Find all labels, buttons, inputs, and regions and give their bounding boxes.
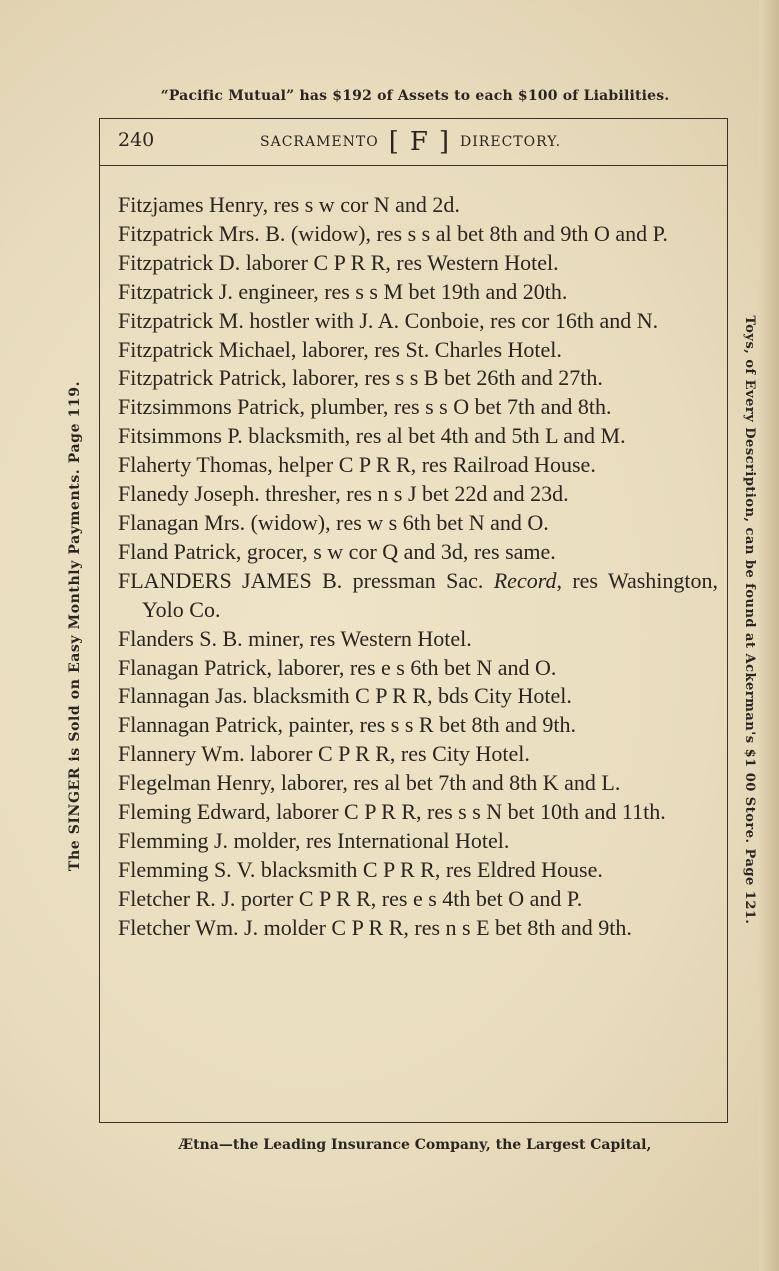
directory-entry: Fitzpatrick J. engineer, res s s M bet 19th and 20th. bbox=[118, 278, 568, 304]
directory-entry: Flemming J. molder, res International Hotel. bbox=[118, 827, 510, 853]
directory-entry: FLANDERS JAMES B. pressman Sac. Record, res Washington, Yolo Co. bbox=[118, 567, 718, 622]
directory-entry: Fitzpatrick Mrs. B. (widow), res s s al bet 8th and 9th O and P. bbox=[118, 220, 668, 246]
directory-entry: Flanders S. B. miner, res Western Hotel. bbox=[118, 625, 472, 651]
directory-entry: Fitzpatrick Patrick, laborer, res s s B bet 26th and 27th. bbox=[118, 365, 603, 391]
directory-entry: Flemming S. V. blacksmith C P R R, res Eldred House. bbox=[118, 856, 603, 882]
directory-entry: Flaherty Thomas, helper C P R R, res Railroad House. bbox=[118, 452, 596, 478]
directory-entry: Flannery Wm. laborer C P R R, res City Hotel. bbox=[118, 741, 530, 767]
directory-entry: Fitzjames Henry, res s w cor N and 2d. bbox=[118, 192, 460, 217]
directory-entry: Flanagan Patrick, laborer, res e s 6th bet N and O. bbox=[118, 654, 557, 680]
directory-entry: Flanedy Joseph. thresher, res n s J bet 22d and 23d. bbox=[118, 481, 569, 507]
directory-entry: Fletcher Wm. J. molder C P R R, res n s E bet 8th and 9th. bbox=[118, 914, 632, 940]
section-letter: F bbox=[409, 127, 429, 157]
directory-entry: Fland Patrick, grocer, s w cor Q and 3d, res same. bbox=[118, 538, 556, 564]
directory-entry: Flannagan Patrick, painter, res s s R bet 8th and 9th. bbox=[118, 712, 576, 738]
running-head-city: SACRAMENTO bbox=[260, 134, 379, 150]
directory-entry: Flannagan Jas. blacksmith C P R R, bds City Hotel. bbox=[118, 683, 572, 709]
directory-entry: Fitsimmons P. blacksmith, res al bet 4th and 5th L and M. bbox=[118, 423, 626, 449]
bracket-open: [ bbox=[388, 127, 400, 157]
right-side-advertisement bbox=[734, 272, 764, 968]
bottom-advertisement: Ætna—the Leading Insurance Company, the Largest Capital, bbox=[178, 1137, 652, 1153]
directory-entry: Fitzpatrick Michael, laborer, res St. Charles Hotel. bbox=[118, 336, 562, 362]
directory-entry: Fitzpatrick M. hostler with J. A. Conboie, res cor 16th and N. bbox=[118, 307, 659, 333]
running-head-directory: DIRECTORY. bbox=[460, 134, 562, 150]
directory-entry: Fleming Edward, laborer C P R R, res s s N bet 10th and 11th. bbox=[118, 799, 666, 825]
directory-entry: Flanagan Mrs. (widow), res w s 6th bet N and O. bbox=[118, 509, 549, 535]
directory-entry: Flegelman Henry, laborer, res al bet 7th and 8th K and L. bbox=[118, 770, 621, 796]
top-advertisement: “Pacific Mutual” has $192 of Assets to each $100 of Liabilities. bbox=[160, 88, 670, 104]
right-side-advertisement-text: Toys, of Every Description, can be found at Ackerman's $1 00 Store. Page 121. bbox=[742, 315, 757, 925]
left-side-advertisement bbox=[60, 352, 90, 900]
page-header bbox=[100, 119, 727, 166]
running-head bbox=[260, 127, 561, 157]
directory-entry: Fitzpatrick D. laborer C P R R, res Western Hotel. bbox=[118, 249, 559, 275]
directory-entries bbox=[118, 191, 718, 943]
page-number: 240 bbox=[118, 129, 155, 151]
bracket-close: ] bbox=[438, 127, 451, 157]
directory-entry: Fitzsimmons Patrick, plumber, res s s O bet 7th and 8th. bbox=[118, 394, 612, 420]
directory-entry: Fletcher R. J. porter C P R R, res e s 4th bet O and P. bbox=[118, 885, 583, 911]
content-frame bbox=[99, 118, 728, 1123]
left-side-advertisement-text: The SINGER is Sold on Easy Monthly Payments. Page 119. bbox=[67, 380, 83, 872]
